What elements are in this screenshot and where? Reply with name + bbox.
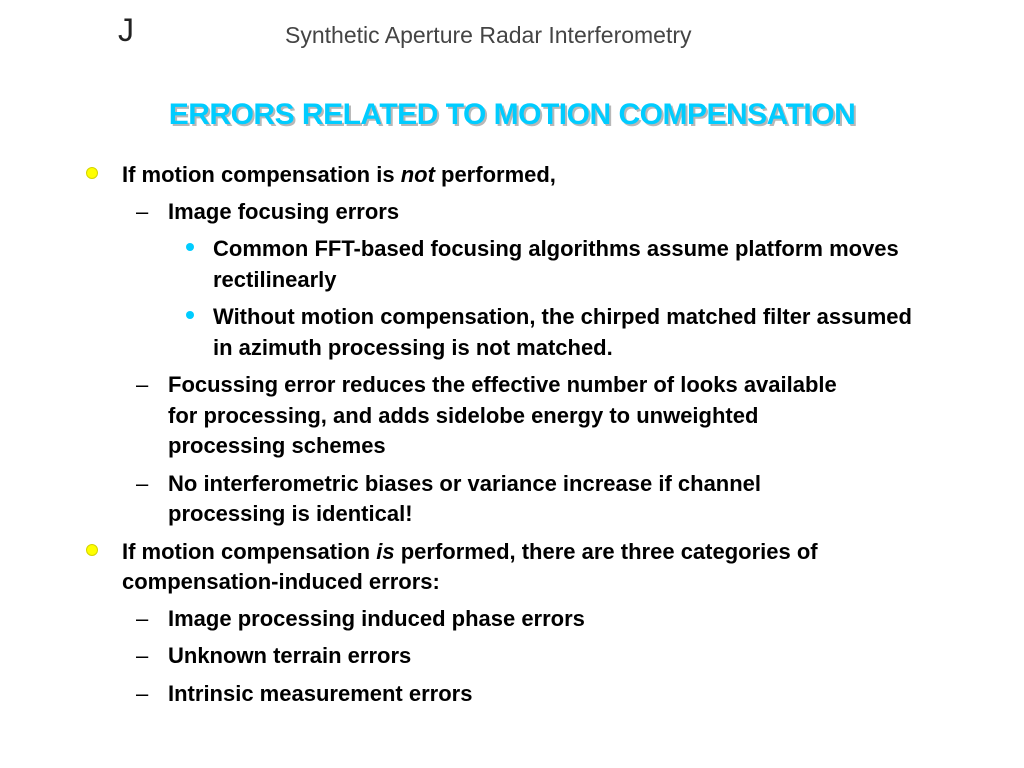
bullet-text: No interferometric biases or variance increase if channel processing is identical! <box>168 470 762 526</box>
bullet-text-emphasis: not <box>400 162 435 187</box>
bullet-text: Unknown terrain errors <box>168 643 412 668</box>
bullet-level3 <box>0 234 933 295</box>
bullet-text: Image processing induced phase errors <box>168 605 585 631</box>
bullet-text-emphasis: is <box>376 538 395 564</box>
bullet-text: Focussing error reduces the effective number of looks available for processing, and adds sidelobe energy to unweighted processing schemes <box>168 372 837 458</box>
dash-bullet-icon: – <box>136 198 149 224</box>
bullet-level1 <box>0 537 942 598</box>
bullet-text: Image focusing errors <box>168 198 400 224</box>
header-logo-letter: J <box>118 12 134 48</box>
dash-bullet-icon: – <box>136 470 149 496</box>
header-title: Synthetic Aperture Radar Interferometry <box>285 22 692 48</box>
cyan-bullet-icon <box>186 302 194 333</box>
bullet-text-pre: If motion compensation <box>122 538 377 564</box>
dash-bullet-icon: – <box>136 680 149 706</box>
slide-body <box>0 160 1024 716</box>
bullet-text: Common FFT-based focusing algorithms assume platform moves rectilinearly <box>213 236 899 292</box>
bullet-level2 <box>0 641 868 672</box>
bullet-level2 <box>0 370 868 462</box>
bullet-level2 <box>0 604 868 635</box>
bullet-text: Intrinsic measurement errors <box>168 680 473 706</box>
dash-bullet-icon: – <box>136 605 149 631</box>
bullet-level2 <box>0 197 868 228</box>
yellow-bullet-icon <box>86 537 98 568</box>
bullet-text: Without motion compensation, the chirped matched filter assumed in azimuth processing is not matched. <box>213 304 912 360</box>
bullet-text-pre: If motion compensation is <box>122 162 401 187</box>
bullet-level3 <box>0 302 933 363</box>
slide-title: ERRORS RELATED TO MOTION COMPENSATION <box>168 98 856 131</box>
bullet-text-post: performed, <box>434 162 556 187</box>
cyan-bullet-icon <box>186 234 194 265</box>
yellow-bullet-icon <box>86 160 98 191</box>
dash-bullet-icon: – <box>136 643 149 668</box>
bullet-level1 <box>0 160 942 191</box>
bullet-text-post: performed, there are three categories of compensation-induced errors: <box>122 538 818 594</box>
bullet-level2 <box>0 679 868 710</box>
dash-bullet-icon: – <box>136 372 149 397</box>
bullet-level2 <box>0 469 868 530</box>
